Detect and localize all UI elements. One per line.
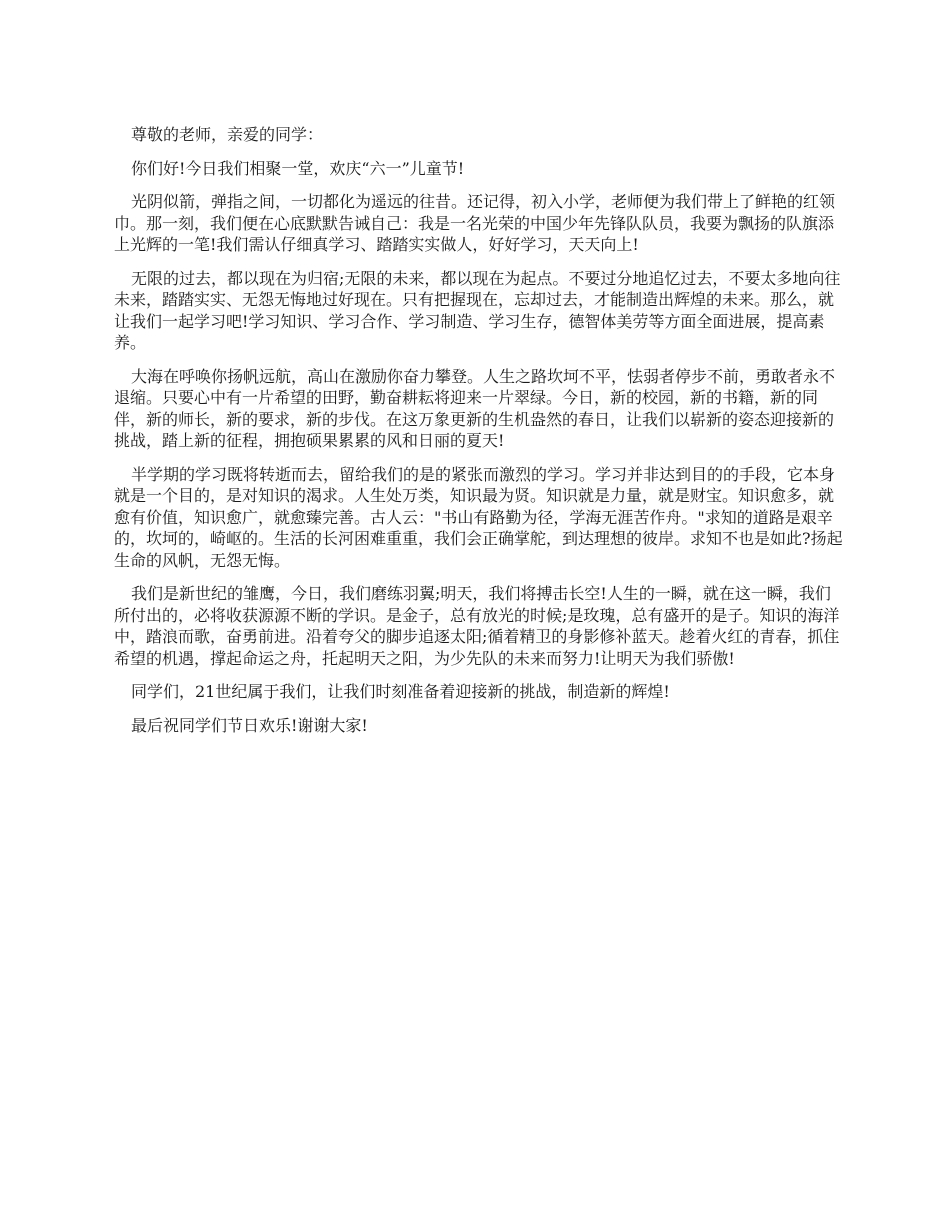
document-body [114,124,846,748]
paragraph-greeting: 你们好!今日我们相聚一堂，欢庆“六一”儿童节! [131,158,465,178]
paragraph-new-century: 我们是新世纪的雏鹰，今日，我们磨练羽翼;明天，我们将搏击长空!人生的一瞬，就在这一瞬，我们所付出的，必将收获源源不断的学识。是金子，总有放光的时候;是玫瑰，总有盛开的是子。知识的海洋中，踏浪而歌，奋勇前进。沿着夸父的脚步追逐太阳;循着精卫的身影修补蓝天。趁着火红的青春，抓住希望的机遇，撑起命运之舟，托起明天之阳，为少先队的未来而努力!让明天为我们骄傲! [114,584,840,668]
paragraph-closing: 最后祝同学们节日欢乐!谢谢大家! [131,715,368,735]
paragraph-memories: 光阴似箭，弹指之间，一切都化为遥远的往昔。还记得，初入小学，老师便为我们带上了鲜艳的红领巾。那一刻，我们便在心底默默告诫自己：我是一名光荣的中国少年先锋队队员，我要为飘扬的队旗添上光辉的一笔!我们需认仔细真学习、踏踏实实做人，好好学习，天天向上! [114,192,836,254]
paragraph-present: 无限的过去，都以现在为归宿;无限的未来，都以现在为起点。不要过分地追忆过去，不要太多地向往未来，踏踏实实、无怨无悔地过好现在。只有把握现在，忘却过去，才能制造出辉煌的未来。那么，就让我们一起学习吧!学习知识、学习合作、学习制造、学习生存，德智体美劳等方面全面进展，提高素养。 [114,268,841,352]
paragraph-encouragement: 大海在呼唤你扬帆远航，高山在激励你奋力攀登。人生之路坎坷不平，怯弱者停步不前，勇敢者永不退缩。只要心中有一片希望的田野，勤奋耕耘将迎来一片翠绿。今日，新的校园，新的书籍，新的同伴，新的师长，新的要求，新的步伐。在这万象更新的生机盎然的春日，让我们以崭新的姿态迎接新的挑战，踏上新的征程，拥抱硕果累累的风和日丽的夏天! [114,366,836,450]
paragraph-learning: 半学期的学习既将转逝而去，留给我们的是的紧张而激烈的学习。学习并非达到目的的手段，它本身就是一个目的，是对知识的渴求。人生处万类，知识最为贤。知识就是力量，就是财宝。知识愈多，就愈有价值，知识愈广，就愈臻完善。古人云："书山有路勤为径，学海无涯苦作舟。"求知的道路是艰辛的，坎坷的，崎岖的。生活的长河困难重重，我们会正确掌舵，到达理想的彼岸。求知不也是如此?扬起生命的风帆，无怨无悔。 [114,464,843,570]
salutation: 尊敬的老师，亲爱的同学： [131,125,324,144]
paragraph-challenge: 同学们，21世纪属于我们，让我们时刻准备着迎接新的挑战，制造新的辉煌! [131,682,670,701]
